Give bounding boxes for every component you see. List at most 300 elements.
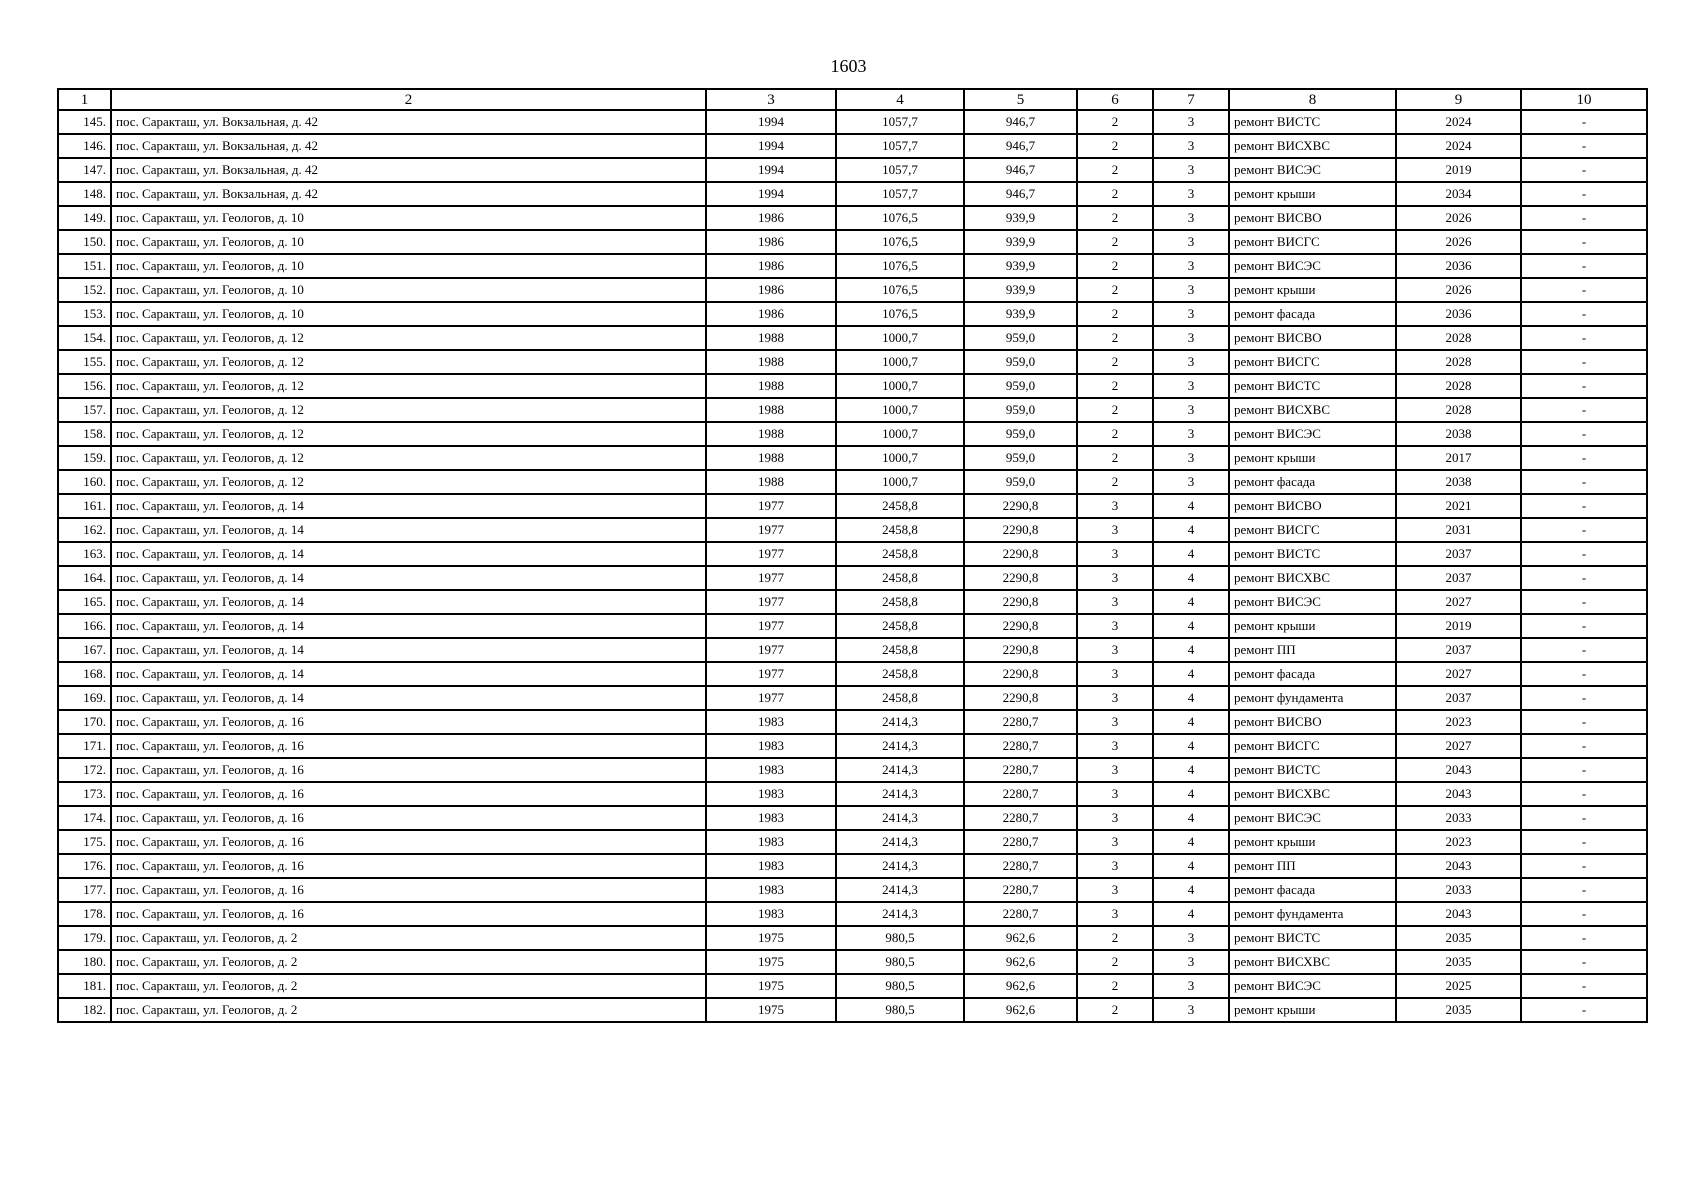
total-area-cell: 2414,3 bbox=[836, 830, 964, 854]
entrances-cell: 2 bbox=[1077, 350, 1153, 374]
planned-year-cell: 2019 bbox=[1396, 158, 1521, 182]
cost-cell: - bbox=[1521, 638, 1647, 662]
floors-cell: 3 bbox=[1153, 998, 1229, 1022]
entrances-cell: 3 bbox=[1077, 734, 1153, 758]
work-type-cell: ремонт ВИСЭС bbox=[1229, 590, 1396, 614]
floors-cell: 3 bbox=[1153, 374, 1229, 398]
floors-cell: 4 bbox=[1153, 542, 1229, 566]
entrances-cell: 2 bbox=[1077, 182, 1153, 206]
living-area-cell: 2290,8 bbox=[964, 590, 1077, 614]
year-cell: 1983 bbox=[706, 854, 836, 878]
address-cell: пос. Саракташ, ул. Геологов, д. 16 bbox=[111, 806, 706, 830]
planned-year-cell: 2037 bbox=[1396, 638, 1521, 662]
planned-year-cell: 2027 bbox=[1396, 590, 1521, 614]
floors-cell: 3 bbox=[1153, 230, 1229, 254]
total-area-cell: 2458,8 bbox=[836, 638, 964, 662]
entrances-cell: 2 bbox=[1077, 326, 1153, 350]
row-number-cell: 154. bbox=[58, 326, 111, 350]
table-body bbox=[58, 110, 1647, 1022]
year-cell: 1983 bbox=[706, 782, 836, 806]
year-cell: 1983 bbox=[706, 902, 836, 926]
living-area-cell: 2280,7 bbox=[964, 854, 1077, 878]
cost-cell: - bbox=[1521, 254, 1647, 278]
total-area-cell: 2414,3 bbox=[836, 734, 964, 758]
work-type-cell: ремонт фасада bbox=[1229, 302, 1396, 326]
row-number-cell: 181. bbox=[58, 974, 111, 998]
floors-cell: 4 bbox=[1153, 734, 1229, 758]
year-cell: 1986 bbox=[706, 278, 836, 302]
table-row bbox=[58, 206, 1647, 230]
planned-year-cell: 2043 bbox=[1396, 854, 1521, 878]
entrances-cell: 2 bbox=[1077, 134, 1153, 158]
floors-cell: 3 bbox=[1153, 398, 1229, 422]
total-area-cell: 2458,8 bbox=[836, 566, 964, 590]
cost-cell: - bbox=[1521, 446, 1647, 470]
table-row bbox=[58, 446, 1647, 470]
cost-cell: - bbox=[1521, 614, 1647, 638]
row-number-cell: 157. bbox=[58, 398, 111, 422]
entrances-cell: 2 bbox=[1077, 110, 1153, 134]
row-number-cell: 176. bbox=[58, 854, 111, 878]
entrances-cell: 2 bbox=[1077, 446, 1153, 470]
total-area-cell: 1000,7 bbox=[836, 470, 964, 494]
entrances-cell: 3 bbox=[1077, 494, 1153, 518]
row-number-cell: 182. bbox=[58, 998, 111, 1022]
row-number-cell: 152. bbox=[58, 278, 111, 302]
cost-cell: - bbox=[1521, 302, 1647, 326]
year-cell: 1988 bbox=[706, 470, 836, 494]
year-cell: 1983 bbox=[706, 806, 836, 830]
cost-cell: - bbox=[1521, 806, 1647, 830]
address-cell: пос. Саракташ, ул. Геологов, д. 12 bbox=[111, 422, 706, 446]
address-cell: пос. Саракташ, ул. Геологов, д. 10 bbox=[111, 302, 706, 326]
table-row bbox=[58, 806, 1647, 830]
year-cell: 1983 bbox=[706, 758, 836, 782]
living-area-cell: 962,6 bbox=[964, 926, 1077, 950]
table-row bbox=[58, 326, 1647, 350]
table-row bbox=[58, 998, 1647, 1022]
entrances-cell: 3 bbox=[1077, 686, 1153, 710]
planned-year-cell: 2031 bbox=[1396, 518, 1521, 542]
year-cell: 1986 bbox=[706, 302, 836, 326]
year-cell: 1977 bbox=[706, 590, 836, 614]
year-cell: 1975 bbox=[706, 998, 836, 1022]
floors-cell: 4 bbox=[1153, 686, 1229, 710]
planned-year-cell: 2036 bbox=[1396, 302, 1521, 326]
cost-cell: - bbox=[1521, 830, 1647, 854]
address-cell: пос. Саракташ, ул. Вокзальная, д. 42 bbox=[111, 182, 706, 206]
column-header-6: 6 bbox=[1077, 89, 1153, 110]
row-number-cell: 170. bbox=[58, 710, 111, 734]
table-row bbox=[58, 278, 1647, 302]
year-cell: 1988 bbox=[706, 326, 836, 350]
entrances-cell: 3 bbox=[1077, 614, 1153, 638]
cost-cell: - bbox=[1521, 686, 1647, 710]
floors-cell: 4 bbox=[1153, 830, 1229, 854]
year-cell: 1977 bbox=[706, 614, 836, 638]
total-area-cell: 980,5 bbox=[836, 926, 964, 950]
row-number-cell: 151. bbox=[58, 254, 111, 278]
entrances-cell: 3 bbox=[1077, 590, 1153, 614]
row-number-cell: 150. bbox=[58, 230, 111, 254]
table-row bbox=[58, 950, 1647, 974]
table-row bbox=[58, 878, 1647, 902]
work-type-cell: ремонт ВИСЭС bbox=[1229, 158, 1396, 182]
cost-cell: - bbox=[1521, 422, 1647, 446]
total-area-cell: 2414,3 bbox=[836, 878, 964, 902]
planned-year-cell: 2027 bbox=[1396, 734, 1521, 758]
total-area-cell: 1000,7 bbox=[836, 422, 964, 446]
address-cell: пос. Саракташ, ул. Геологов, д. 16 bbox=[111, 758, 706, 782]
cost-cell: - bbox=[1521, 398, 1647, 422]
address-cell: пос. Саракташ, ул. Геологов, д. 12 bbox=[111, 446, 706, 470]
year-cell: 1983 bbox=[706, 734, 836, 758]
entrances-cell: 3 bbox=[1077, 662, 1153, 686]
total-area-cell: 1057,7 bbox=[836, 182, 964, 206]
year-cell: 1975 bbox=[706, 926, 836, 950]
table-row bbox=[58, 614, 1647, 638]
year-cell: 1977 bbox=[706, 686, 836, 710]
entrances-cell: 2 bbox=[1077, 158, 1153, 182]
floors-cell: 3 bbox=[1153, 950, 1229, 974]
work-type-cell: ремонт ВИСТС bbox=[1229, 758, 1396, 782]
living-area-cell: 946,7 bbox=[964, 158, 1077, 182]
table-row bbox=[58, 854, 1647, 878]
column-header-1: 1 bbox=[58, 89, 111, 110]
column-header-7: 7 bbox=[1153, 89, 1229, 110]
work-type-cell: ремонт ВИСГС bbox=[1229, 230, 1396, 254]
year-cell: 1983 bbox=[706, 710, 836, 734]
row-number-cell: 156. bbox=[58, 374, 111, 398]
living-area-cell: 959,0 bbox=[964, 374, 1077, 398]
cost-cell: - bbox=[1521, 206, 1647, 230]
cost-cell: - bbox=[1521, 110, 1647, 134]
living-area-cell: 2290,8 bbox=[964, 686, 1077, 710]
total-area-cell: 2414,3 bbox=[836, 758, 964, 782]
address-cell: пос. Саракташ, ул. Геологов, д. 10 bbox=[111, 206, 706, 230]
table-row bbox=[58, 734, 1647, 758]
table-row bbox=[58, 182, 1647, 206]
row-number-cell: 158. bbox=[58, 422, 111, 446]
planned-year-cell: 2043 bbox=[1396, 782, 1521, 806]
table-row bbox=[58, 374, 1647, 398]
cost-cell: - bbox=[1521, 182, 1647, 206]
total-area-cell: 2458,8 bbox=[836, 494, 964, 518]
total-area-cell: 1000,7 bbox=[836, 374, 964, 398]
floors-cell: 3 bbox=[1153, 974, 1229, 998]
row-number-cell: 177. bbox=[58, 878, 111, 902]
column-header-9: 9 bbox=[1396, 89, 1521, 110]
address-cell: пос. Саракташ, ул. Геологов, д. 14 bbox=[111, 518, 706, 542]
entrances-cell: 3 bbox=[1077, 566, 1153, 590]
planned-year-cell: 2037 bbox=[1396, 686, 1521, 710]
address-cell: пос. Саракташ, ул. Геологов, д. 12 bbox=[111, 326, 706, 350]
planned-year-cell: 2017 bbox=[1396, 446, 1521, 470]
living-area-cell: 939,9 bbox=[964, 278, 1077, 302]
living-area-cell: 2280,7 bbox=[964, 710, 1077, 734]
entrances-cell: 3 bbox=[1077, 830, 1153, 854]
living-area-cell: 2290,8 bbox=[964, 494, 1077, 518]
living-area-cell: 962,6 bbox=[964, 950, 1077, 974]
living-area-cell: 959,0 bbox=[964, 446, 1077, 470]
floors-cell: 3 bbox=[1153, 926, 1229, 950]
entrances-cell: 2 bbox=[1077, 278, 1153, 302]
cost-cell: - bbox=[1521, 350, 1647, 374]
living-area-cell: 962,6 bbox=[964, 998, 1077, 1022]
floors-cell: 3 bbox=[1153, 134, 1229, 158]
living-area-cell: 2280,7 bbox=[964, 734, 1077, 758]
address-cell: пос. Саракташ, ул. Геологов, д. 16 bbox=[111, 710, 706, 734]
work-type-cell: ремонт ВИСГС bbox=[1229, 350, 1396, 374]
entrances-cell: 2 bbox=[1077, 230, 1153, 254]
living-area-cell: 2290,8 bbox=[964, 518, 1077, 542]
planned-year-cell: 2038 bbox=[1396, 470, 1521, 494]
cost-cell: - bbox=[1521, 878, 1647, 902]
entrances-cell: 2 bbox=[1077, 926, 1153, 950]
cost-cell: - bbox=[1521, 230, 1647, 254]
total-area-cell: 1076,5 bbox=[836, 230, 964, 254]
entrances-cell: 3 bbox=[1077, 518, 1153, 542]
work-type-cell: ремонт ВИСВО bbox=[1229, 494, 1396, 518]
entrances-cell: 2 bbox=[1077, 374, 1153, 398]
floors-cell: 4 bbox=[1153, 518, 1229, 542]
row-number-cell: 155. bbox=[58, 350, 111, 374]
year-cell: 1977 bbox=[706, 638, 836, 662]
floors-cell: 3 bbox=[1153, 206, 1229, 230]
year-cell: 1994 bbox=[706, 110, 836, 134]
floors-cell: 4 bbox=[1153, 782, 1229, 806]
address-cell: пос. Саракташ, ул. Геологов, д. 14 bbox=[111, 686, 706, 710]
address-cell: пос. Саракташ, ул. Геологов, д. 14 bbox=[111, 638, 706, 662]
year-cell: 1975 bbox=[706, 950, 836, 974]
planned-year-cell: 2024 bbox=[1396, 110, 1521, 134]
living-area-cell: 2290,8 bbox=[964, 662, 1077, 686]
planned-year-cell: 2033 bbox=[1396, 878, 1521, 902]
address-cell: пос. Саракташ, ул. Геологов, д. 12 bbox=[111, 350, 706, 374]
entrances-cell: 2 bbox=[1077, 422, 1153, 446]
living-area-cell: 939,9 bbox=[964, 230, 1077, 254]
living-area-cell: 939,9 bbox=[964, 302, 1077, 326]
row-number-cell: 147. bbox=[58, 158, 111, 182]
address-cell: пос. Саракташ, ул. Геологов, д. 16 bbox=[111, 854, 706, 878]
entrances-cell: 2 bbox=[1077, 254, 1153, 278]
total-area-cell: 1000,7 bbox=[836, 398, 964, 422]
address-cell: пос. Саракташ, ул. Геологов, д. 12 bbox=[111, 374, 706, 398]
row-number-cell: 165. bbox=[58, 590, 111, 614]
work-type-cell: ремонт фундамента bbox=[1229, 686, 1396, 710]
year-cell: 1977 bbox=[706, 542, 836, 566]
planned-year-cell: 2028 bbox=[1396, 350, 1521, 374]
living-area-cell: 2280,7 bbox=[964, 902, 1077, 926]
table-row bbox=[58, 902, 1647, 926]
total-area-cell: 2458,8 bbox=[836, 662, 964, 686]
work-type-cell: ремонт ВИСГС bbox=[1229, 734, 1396, 758]
address-cell: пос. Саракташ, ул. Геологов, д. 10 bbox=[111, 278, 706, 302]
living-area-cell: 946,7 bbox=[964, 182, 1077, 206]
year-cell: 1988 bbox=[706, 350, 836, 374]
total-area-cell: 1076,5 bbox=[836, 302, 964, 326]
row-number-cell: 168. bbox=[58, 662, 111, 686]
floors-cell: 3 bbox=[1153, 350, 1229, 374]
total-area-cell: 1057,7 bbox=[836, 110, 964, 134]
row-number-cell: 153. bbox=[58, 302, 111, 326]
planned-year-cell: 2037 bbox=[1396, 566, 1521, 590]
column-header-10: 10 bbox=[1521, 89, 1647, 110]
row-number-cell: 146. bbox=[58, 134, 111, 158]
address-cell: пос. Саракташ, ул. Геологов, д. 16 bbox=[111, 878, 706, 902]
planned-year-cell: 2024 bbox=[1396, 134, 1521, 158]
floors-cell: 4 bbox=[1153, 758, 1229, 782]
cost-cell: - bbox=[1521, 854, 1647, 878]
column-header-5: 5 bbox=[964, 89, 1077, 110]
work-type-cell: ремонт ВИСТС bbox=[1229, 110, 1396, 134]
table-row bbox=[58, 518, 1647, 542]
living-area-cell: 2280,7 bbox=[964, 878, 1077, 902]
total-area-cell: 2458,8 bbox=[836, 686, 964, 710]
living-area-cell: 962,6 bbox=[964, 974, 1077, 998]
row-number-cell: 148. bbox=[58, 182, 111, 206]
table-row bbox=[58, 590, 1647, 614]
planned-year-cell: 2028 bbox=[1396, 398, 1521, 422]
address-cell: пос. Саракташ, ул. Геологов, д. 16 bbox=[111, 734, 706, 758]
entrances-cell: 2 bbox=[1077, 950, 1153, 974]
table-row bbox=[58, 254, 1647, 278]
entrances-cell: 2 bbox=[1077, 974, 1153, 998]
address-cell: пос. Саракташ, ул. Геологов, д. 14 bbox=[111, 566, 706, 590]
work-type-cell: ремонт ВИСВО bbox=[1229, 326, 1396, 350]
work-type-cell: ремонт ВИСХВС bbox=[1229, 782, 1396, 806]
total-area-cell: 980,5 bbox=[836, 950, 964, 974]
planned-year-cell: 2026 bbox=[1396, 206, 1521, 230]
table-row bbox=[58, 566, 1647, 590]
year-cell: 1986 bbox=[706, 254, 836, 278]
living-area-cell: 2290,8 bbox=[964, 614, 1077, 638]
living-area-cell: 959,0 bbox=[964, 422, 1077, 446]
year-cell: 1977 bbox=[706, 518, 836, 542]
table-row bbox=[58, 662, 1647, 686]
entrances-cell: 3 bbox=[1077, 806, 1153, 830]
living-area-cell: 959,0 bbox=[964, 326, 1077, 350]
total-area-cell: 1057,7 bbox=[836, 158, 964, 182]
planned-year-cell: 2021 bbox=[1396, 494, 1521, 518]
floors-cell: 4 bbox=[1153, 854, 1229, 878]
cost-cell: - bbox=[1521, 710, 1647, 734]
repair-schedule-table bbox=[57, 88, 1648, 1023]
work-type-cell: ремонт ВИСХВС bbox=[1229, 950, 1396, 974]
living-area-cell: 2290,8 bbox=[964, 638, 1077, 662]
column-header-2: 2 bbox=[111, 89, 706, 110]
floors-cell: 3 bbox=[1153, 422, 1229, 446]
planned-year-cell: 2035 bbox=[1396, 950, 1521, 974]
table-row bbox=[58, 686, 1647, 710]
address-cell: пос. Саракташ, ул. Геологов, д. 2 bbox=[111, 950, 706, 974]
planned-year-cell: 2028 bbox=[1396, 326, 1521, 350]
entrances-cell: 3 bbox=[1077, 902, 1153, 926]
table-row bbox=[58, 134, 1647, 158]
year-cell: 1988 bbox=[706, 446, 836, 470]
living-area-cell: 939,9 bbox=[964, 206, 1077, 230]
entrances-cell: 2 bbox=[1077, 302, 1153, 326]
address-cell: пос. Саракташ, ул. Геологов, д. 14 bbox=[111, 590, 706, 614]
cost-cell: - bbox=[1521, 926, 1647, 950]
table-row bbox=[58, 638, 1647, 662]
floors-cell: 3 bbox=[1153, 254, 1229, 278]
living-area-cell: 939,9 bbox=[964, 254, 1077, 278]
row-number-cell: 175. bbox=[58, 830, 111, 854]
address-cell: пос. Саракташ, ул. Геологов, д. 14 bbox=[111, 542, 706, 566]
address-cell: пос. Саракташ, ул. Геологов, д. 12 bbox=[111, 470, 706, 494]
living-area-cell: 959,0 bbox=[964, 350, 1077, 374]
address-cell: пос. Саракташ, ул. Геологов, д. 16 bbox=[111, 902, 706, 926]
planned-year-cell: 2036 bbox=[1396, 254, 1521, 278]
planned-year-cell: 2034 bbox=[1396, 182, 1521, 206]
work-type-cell: ремонт ПП bbox=[1229, 854, 1396, 878]
planned-year-cell: 2026 bbox=[1396, 278, 1521, 302]
work-type-cell: ремонт ВИСТС bbox=[1229, 374, 1396, 398]
planned-year-cell: 2023 bbox=[1396, 830, 1521, 854]
cost-cell: - bbox=[1521, 470, 1647, 494]
floors-cell: 3 bbox=[1153, 278, 1229, 302]
living-area-cell: 2280,7 bbox=[964, 758, 1077, 782]
row-number-cell: 163. bbox=[58, 542, 111, 566]
total-area-cell: 1076,5 bbox=[836, 254, 964, 278]
row-number-cell: 180. bbox=[58, 950, 111, 974]
entrances-cell: 2 bbox=[1077, 470, 1153, 494]
row-number-cell: 167. bbox=[58, 638, 111, 662]
total-area-cell: 1000,7 bbox=[836, 446, 964, 470]
table-row bbox=[58, 542, 1647, 566]
floors-cell: 3 bbox=[1153, 470, 1229, 494]
floors-cell: 4 bbox=[1153, 638, 1229, 662]
row-number-cell: 174. bbox=[58, 806, 111, 830]
table-row bbox=[58, 110, 1647, 134]
row-number-cell: 159. bbox=[58, 446, 111, 470]
column-header-4: 4 bbox=[836, 89, 964, 110]
cost-cell: - bbox=[1521, 590, 1647, 614]
work-type-cell: ремонт фасада bbox=[1229, 470, 1396, 494]
row-number-cell: 172. bbox=[58, 758, 111, 782]
floors-cell: 4 bbox=[1153, 662, 1229, 686]
entrances-cell: 3 bbox=[1077, 878, 1153, 902]
year-cell: 1994 bbox=[706, 134, 836, 158]
total-area-cell: 2414,3 bbox=[836, 806, 964, 830]
total-area-cell: 1076,5 bbox=[836, 278, 964, 302]
total-area-cell: 980,5 bbox=[836, 998, 964, 1022]
work-type-cell: ремонт крыши bbox=[1229, 998, 1396, 1022]
work-type-cell: ремонт фасада bbox=[1229, 662, 1396, 686]
address-cell: пос. Саракташ, ул. Геологов, д. 14 bbox=[111, 494, 706, 518]
living-area-cell: 946,7 bbox=[964, 134, 1077, 158]
entrances-cell: 2 bbox=[1077, 206, 1153, 230]
cost-cell: - bbox=[1521, 374, 1647, 398]
floors-cell: 3 bbox=[1153, 302, 1229, 326]
row-number-cell: 161. bbox=[58, 494, 111, 518]
entrances-cell: 3 bbox=[1077, 638, 1153, 662]
total-area-cell: 2414,3 bbox=[836, 782, 964, 806]
row-number-cell: 169. bbox=[58, 686, 111, 710]
cost-cell: - bbox=[1521, 518, 1647, 542]
planned-year-cell: 2025 bbox=[1396, 974, 1521, 998]
planned-year-cell: 2035 bbox=[1396, 926, 1521, 950]
work-type-cell: ремонт крыши bbox=[1229, 830, 1396, 854]
planned-year-cell: 2033 bbox=[1396, 806, 1521, 830]
total-area-cell: 2458,8 bbox=[836, 590, 964, 614]
table-row bbox=[58, 302, 1647, 326]
cost-cell: - bbox=[1521, 278, 1647, 302]
floors-cell: 3 bbox=[1153, 446, 1229, 470]
year-cell: 1988 bbox=[706, 398, 836, 422]
table-row bbox=[58, 974, 1647, 998]
